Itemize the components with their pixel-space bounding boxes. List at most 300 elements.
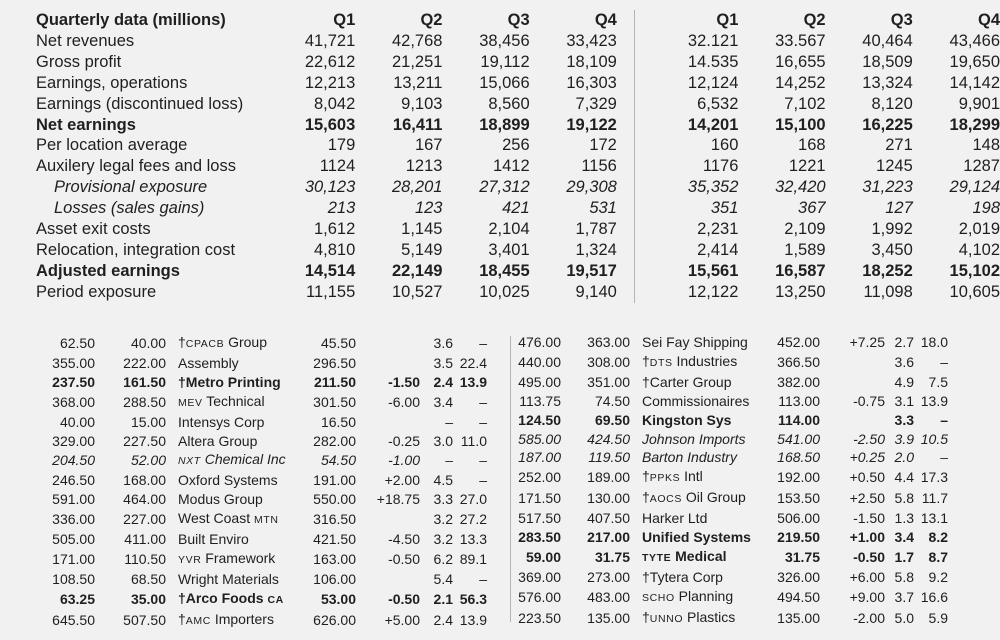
row-label: Earnings (discontinued loss) (36, 94, 244, 113)
high-price: 368.00 (52, 393, 95, 410)
row-label: Earnings, operations (36, 73, 188, 92)
dagger-marker: † (178, 373, 186, 390)
value-cell: 18,252 (862, 261, 913, 280)
dagger-marker: † (642, 489, 650, 506)
value-cell: 3,450 (871, 240, 913, 259)
high-price: 113.75 (519, 392, 561, 409)
value-cell: 9,901 (958, 94, 1000, 113)
dagger-marker: † (642, 608, 650, 625)
stock-row (514, 467, 948, 488)
close-price: 53.00 (320, 590, 356, 607)
price-change: +9.00 (849, 588, 885, 605)
price-change: -0.50 (388, 590, 420, 607)
company-name: Modus Group (178, 491, 263, 508)
low-price: 483.00 (587, 588, 630, 605)
value-cell: 3,401 (488, 240, 530, 259)
quarterly-row (36, 73, 1000, 94)
value-cell: 179 (327, 136, 356, 155)
value-cell: 8,560 (488, 94, 530, 113)
value-cell: 13,324 (862, 73, 913, 92)
close-price: 219.50 (777, 529, 820, 546)
quarterly-row (36, 219, 1000, 240)
close-price: 301.50 (313, 393, 356, 410)
high-price: 505.00 (52, 531, 95, 548)
yield: 1.7 (894, 548, 914, 565)
close-price: 282.00 (313, 432, 356, 449)
value-cell: 32,420 (775, 178, 826, 197)
value-cell: 1,612 (313, 220, 356, 239)
yield: 5.8 (894, 490, 914, 507)
ticker-code: DTS (649, 356, 673, 369)
yield: 3.0 (433, 432, 453, 449)
low-price: 15.00 (130, 413, 166, 430)
column-header: Q4 (594, 11, 617, 29)
company-name: Commissionaires (642, 392, 750, 409)
yield: 1.3 (894, 510, 914, 527)
value-cell: 16,303 (566, 73, 617, 92)
value-cell: 12,124 (687, 73, 739, 92)
high-price: 576.00 (518, 588, 561, 605)
low-price: 227.50 (123, 432, 166, 449)
stock-row (514, 587, 948, 608)
high-price: 171.50 (518, 490, 561, 507)
ticker-code: MEV (178, 396, 203, 409)
company-name: Industries (672, 352, 738, 369)
price-change: -1.00 (388, 452, 420, 469)
price-change: -2.00 (853, 609, 885, 626)
price-change: -2.50 (853, 430, 885, 447)
high-price: 329.00 (52, 432, 95, 449)
ticker-code: AMC (185, 614, 211, 627)
price-change: +7.25 (849, 334, 885, 350)
pe-ratio: 13.3 (459, 531, 487, 548)
value-cell: 14,252 (775, 73, 826, 92)
pe-ratio: 8.7 (928, 548, 948, 565)
value-cell: 16,225 (862, 115, 913, 134)
stock-column-divider (510, 336, 511, 622)
ticker-code: TYTE (642, 551, 672, 564)
stock-name (630, 568, 763, 587)
close-price: 541.00 (777, 430, 820, 447)
company-name: Assembly (178, 354, 239, 371)
high-price: 59.00 (525, 548, 561, 565)
yield: 2.4 (433, 373, 453, 390)
stock-name (630, 352, 763, 373)
close-price: 316.50 (313, 511, 356, 528)
stock-row (514, 392, 948, 411)
company-name: Built Enviro (178, 531, 249, 548)
row-label: Gross profit (36, 52, 122, 71)
yield: 5.8 (894, 568, 914, 585)
stock-row (36, 392, 487, 413)
stock-name (630, 392, 763, 411)
stock-row (514, 488, 948, 509)
low-price: 464.00 (123, 491, 166, 508)
high-price: 237.50 (52, 373, 95, 390)
yield: 4.4 (894, 469, 914, 486)
value-cell: 421 (502, 199, 530, 218)
stock-name (166, 333, 311, 354)
value-cell: 11,098 (863, 282, 913, 301)
price-change: -4.50 (388, 531, 420, 548)
price-change: -1.50 (388, 373, 420, 390)
value-cell: 33,423 (566, 31, 617, 50)
yield: 5.0 (894, 609, 914, 626)
high-price: 223.50 (518, 609, 561, 626)
stock-row (36, 549, 487, 570)
price-change: +18.75 (376, 491, 420, 508)
yield: 3.4 (894, 529, 914, 546)
pe-ratio: 8.2 (928, 529, 948, 546)
value-cell: 33.567 (775, 31, 826, 50)
value-cell: 367 (798, 199, 826, 218)
yield: – (445, 452, 453, 469)
high-price: 283.50 (518, 529, 561, 546)
value-cell: 21,251 (392, 52, 443, 71)
value-cell: 18,509 (862, 52, 913, 71)
stock-row (514, 568, 948, 587)
price-change: -0.50 (853, 548, 885, 565)
ticker-code: PPKS (649, 472, 681, 485)
value-cell: 15,066 (479, 73, 530, 92)
value-cell: 19,122 (566, 115, 617, 134)
price-change (820, 373, 885, 392)
value-cell: 1287 (963, 157, 1000, 176)
high-price: 585.00 (518, 430, 561, 447)
company-name: Technical (202, 392, 265, 409)
stock-row (36, 490, 487, 509)
yield: 3.2 (433, 531, 453, 548)
close-price: 54.50 (320, 452, 356, 469)
value-cell: 5,149 (401, 240, 443, 259)
value-cell: 16,587 (775, 261, 826, 280)
value-cell: 22,149 (392, 261, 443, 280)
ticker-code: SCHO (642, 591, 675, 604)
value-cell: 7,329 (575, 94, 617, 113)
company-name: Arco Foods (185, 589, 268, 606)
quarterly-row (36, 177, 1000, 198)
close-price: 211.50 (313, 373, 356, 390)
stock-name (166, 589, 311, 610)
value-cell: 19,650 (949, 52, 1000, 71)
value-cell: 15,100 (775, 115, 826, 134)
value-cell: 271 (885, 136, 913, 155)
stock-name (166, 354, 311, 373)
yield: 3.1 (894, 392, 914, 409)
dagger-marker: † (178, 334, 186, 350)
row-label: Auxilery legal fees and loss (36, 157, 236, 176)
high-price: 108.50 (52, 570, 95, 587)
stock-row (514, 352, 948, 373)
dagger-marker: † (642, 568, 650, 585)
value-cell: 27,312 (479, 178, 530, 197)
stock-name (166, 509, 311, 530)
value-cell: 42,768 (392, 31, 443, 50)
high-price: 440.00 (518, 353, 561, 370)
low-price: 69.50 (594, 411, 630, 428)
value-cell: 35,352 (687, 178, 739, 197)
yield: 3.6 (894, 353, 914, 370)
yield: 3.2 (433, 511, 453, 528)
close-price: 326.00 (777, 568, 820, 585)
price-change: +2.00 (384, 472, 420, 489)
stock-name (630, 528, 763, 547)
stock-name (166, 450, 311, 471)
value-cell: 16,655 (775, 52, 826, 71)
value-cell: 1176 (702, 157, 739, 176)
value-cell: 148 (972, 136, 1000, 155)
low-price: 135.00 (587, 609, 630, 626)
low-price: 40.00 (130, 335, 166, 351)
yield: 3.4 (433, 393, 453, 410)
low-price: 52.00 (130, 452, 166, 469)
pe-ratio: 18.0 (920, 334, 948, 350)
stock-name (630, 373, 763, 392)
low-price: 110.50 (124, 550, 166, 567)
close-price: 16.50 (320, 413, 356, 430)
stock-name (166, 610, 311, 631)
value-cell: 1,787 (575, 220, 617, 239)
low-price: 363.00 (587, 334, 630, 350)
value-cell: 30,123 (304, 178, 356, 197)
price-change: -6.00 (388, 393, 420, 410)
pe-ratio: 13.1 (920, 510, 948, 527)
value-cell: 4,810 (313, 240, 356, 259)
close-price: 45.50 (320, 335, 356, 351)
yield: 2.7 (894, 334, 914, 350)
pe-ratio: 9.2 (928, 568, 948, 585)
column-header: Q3 (890, 11, 913, 29)
value-cell: 19,112 (480, 52, 530, 71)
low-price: 31.75 (594, 548, 630, 565)
row-label: Provisional exposure (54, 178, 208, 197)
quarterly-row (36, 135, 1000, 156)
value-cell: 1156 (581, 157, 617, 176)
row-label: Net revenues (36, 31, 135, 50)
stock-row (36, 570, 487, 589)
price-change (356, 570, 420, 589)
stock-name (166, 373, 311, 392)
close-price: 366.50 (777, 353, 820, 370)
yield: 3.7 (894, 588, 914, 605)
value-cell: 8,042 (313, 94, 356, 113)
high-price: 62.50 (59, 335, 95, 351)
value-cell: 127 (885, 199, 913, 218)
value-cell: 15,102 (949, 261, 1000, 280)
yield: 2.4 (433, 611, 453, 628)
pe-ratio: 13.9 (920, 392, 948, 409)
company-name: Chemical Inc (200, 451, 286, 468)
high-price: 591.00 (52, 491, 95, 508)
value-cell: 4,102 (958, 240, 1000, 259)
yield: 2.0 (894, 449, 914, 466)
low-price: 217.00 (587, 529, 630, 546)
low-price: 222.00 (123, 354, 166, 371)
row-label: Losses (sales gains) (54, 199, 205, 218)
high-price: 252.00 (518, 469, 561, 486)
value-cell: 29,124 (949, 178, 1000, 197)
stock-row (36, 450, 487, 471)
low-price: 411.00 (124, 531, 166, 548)
column-header: Q4 (977, 11, 1000, 29)
high-price: 476.00 (518, 334, 561, 350)
pe-ratio: – (479, 413, 487, 430)
high-price: 369.00 (518, 568, 561, 585)
value-cell: 16,411 (392, 115, 443, 134)
close-price: 506.00 (777, 510, 820, 527)
company-name: Metro Printing (185, 373, 281, 390)
price-change (820, 411, 885, 430)
company-name: Unified Systems (642, 529, 751, 546)
stock-name (166, 490, 311, 509)
stock-name (166, 432, 311, 451)
low-price: 130.00 (587, 490, 630, 507)
value-cell: 43,466 (949, 31, 1000, 50)
price-change: -0.25 (388, 432, 420, 449)
stock-name (630, 488, 763, 509)
quarterly-row (36, 115, 1000, 136)
stock-name (166, 392, 311, 413)
close-price: 296.50 (313, 354, 356, 371)
high-price: 355.00 (52, 354, 95, 371)
low-price: 407.50 (587, 510, 630, 527)
close-price: 163.00 (313, 550, 356, 567)
high-price: 246.50 (52, 472, 95, 489)
ticker-code: UNNO (649, 612, 684, 625)
pe-ratio: – (479, 472, 487, 489)
low-price: 74.50 (594, 392, 630, 409)
low-price: 288.50 (123, 393, 166, 410)
value-cell: 12,213 (304, 73, 356, 92)
value-cell: 10,527 (392, 282, 443, 301)
row-label: Period exposure (36, 282, 157, 301)
company-name: Harker Ltd (642, 510, 708, 527)
stock-row (514, 448, 948, 467)
stock-row (36, 373, 487, 392)
company-name: Medical (671, 547, 727, 564)
row-label: Net earnings (36, 115, 136, 134)
price-change: -1.50 (853, 510, 885, 527)
value-cell: 256 (502, 136, 530, 155)
company-name: Barton Industry (642, 449, 737, 466)
yield: 3.6 (433, 335, 453, 351)
stock-row (514, 608, 948, 629)
low-price: 308.00 (587, 353, 630, 370)
value-cell: 167 (414, 136, 443, 155)
high-price: 495.00 (518, 373, 561, 390)
company-name: Sei Fay Shipping (642, 334, 748, 350)
quarterly-row (36, 282, 1000, 303)
stock-row (36, 354, 487, 373)
value-cell: 18,109 (566, 52, 617, 71)
value-cell: 11,155 (306, 282, 356, 301)
value-cell: 160 (710, 136, 739, 155)
quarterly-row (36, 198, 1000, 219)
quarterly-row (36, 94, 1000, 115)
close-price: 106.00 (313, 570, 356, 587)
stock-name (630, 430, 763, 449)
value-cell: 28,201 (392, 178, 443, 197)
value-cell: 22,612 (304, 52, 356, 71)
stock-name (166, 530, 311, 549)
high-price: 204.50 (52, 452, 95, 469)
pe-ratio: 13.9 (459, 373, 487, 390)
close-price: 382.00 (777, 373, 820, 390)
stock-listing-left (36, 333, 487, 631)
yield: – (445, 413, 453, 430)
quarterly-row (36, 31, 1000, 52)
close-price: 114.00 (777, 411, 820, 428)
quarterly-row (36, 156, 1000, 177)
low-price: 68.50 (130, 570, 166, 587)
company-name: Johnson Imports (642, 430, 746, 447)
stock-row (36, 530, 487, 549)
stock-name (630, 608, 763, 629)
company-name: Intl (680, 468, 703, 485)
yield: 4.9 (894, 373, 914, 390)
quarterly-header-row (36, 10, 1000, 31)
value-cell: 18,455 (479, 261, 530, 280)
company-name: Carter Group (649, 373, 732, 390)
close-price: 191.00 (313, 472, 356, 489)
close-price: 135.00 (777, 609, 820, 626)
company-name: Intensys Corp (178, 413, 265, 430)
pe-ratio: – (940, 353, 948, 370)
price-change: +0.50 (849, 469, 885, 486)
stock-row (36, 432, 487, 451)
close-price: 550.00 (313, 491, 356, 508)
stock-name (630, 411, 763, 430)
stock-name (166, 549, 311, 570)
low-price: 119.50 (588, 449, 630, 466)
pe-ratio: – (940, 449, 948, 466)
stock-row (514, 411, 948, 430)
value-cell: 8,120 (871, 94, 913, 113)
pe-ratio: – (479, 335, 487, 351)
value-cell: 2,109 (784, 220, 826, 239)
pe-ratio: 22.4 (459, 354, 487, 371)
column-header: Q3 (507, 11, 530, 29)
yield: 3.9 (894, 430, 914, 447)
value-cell: 41,721 (304, 31, 356, 50)
price-change (356, 354, 420, 373)
company-name: Tytera Corp (649, 568, 723, 585)
value-cell: 32.121 (687, 31, 739, 50)
pe-ratio: 56.3 (459, 590, 487, 607)
stock-row (36, 610, 487, 631)
close-price: 421.50 (313, 531, 356, 548)
value-cell: 29,308 (566, 178, 617, 197)
dagger-marker: † (642, 352, 650, 369)
value-cell: 1,589 (784, 240, 826, 259)
ticker-code: CA (267, 593, 284, 606)
quarterly-row (36, 52, 1000, 73)
stock-name (166, 471, 311, 490)
price-change: +0.25 (849, 449, 885, 466)
company-name: Group (224, 334, 268, 350)
pe-ratio: 16.6 (920, 588, 948, 605)
value-cell: 31,223 (862, 178, 913, 197)
price-change: +5.00 (384, 611, 420, 628)
stock-row (514, 509, 948, 528)
stock-row (36, 509, 487, 530)
company-name: Oil Group (681, 489, 746, 506)
low-price: 507.50 (123, 611, 166, 628)
ticker-code: CPACB (185, 338, 225, 350)
dagger-marker: † (178, 610, 186, 627)
pe-ratio: – (479, 570, 487, 587)
ticker-code: YVR (178, 553, 202, 566)
